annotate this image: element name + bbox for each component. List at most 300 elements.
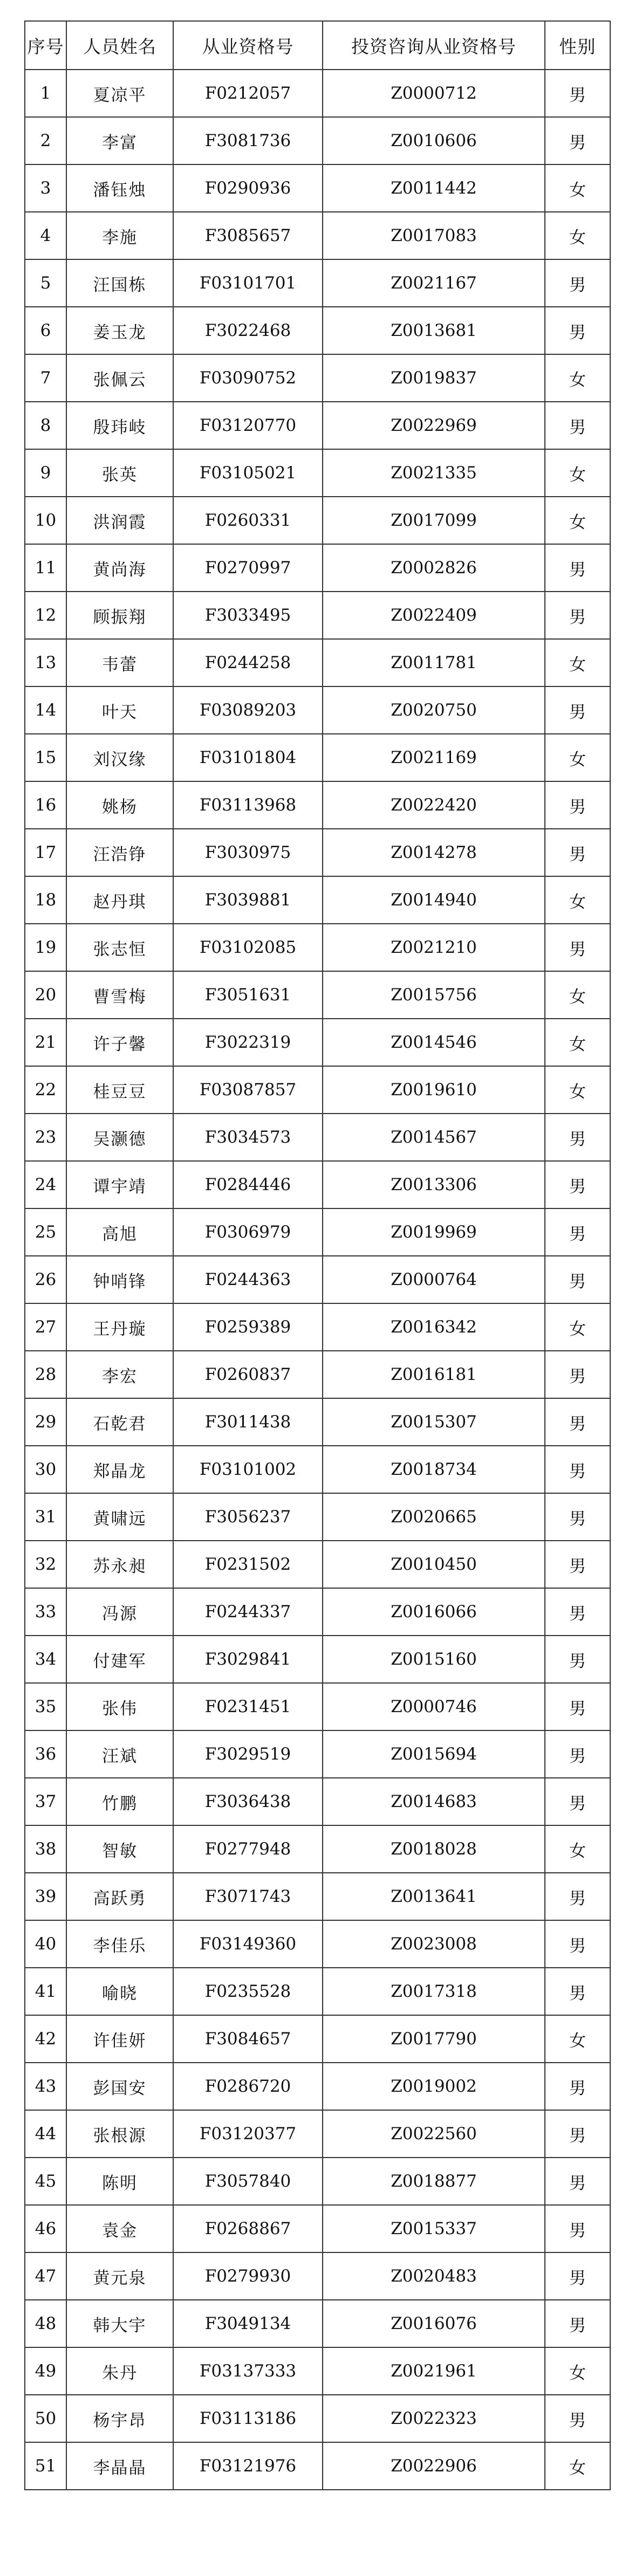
row-gender-cell: 女 [545,449,610,497]
row-name-cell: 郑晶龙 [66,1446,173,1493]
row-cert-cell: F3049134 [173,2300,323,2347]
row-seq-cell: 46 [25,2205,66,2252]
row-cert-cell: F3011438 [173,1398,323,1446]
row-cert-cell: F3085657 [173,212,323,259]
row-cert-cell: F3039881 [173,876,323,924]
row-name-cell: 竹鹏 [66,1778,173,1825]
header-seq: 序号 [25,21,66,70]
row-name-cell: 汪国栋 [66,259,173,307]
row-gender-cell: 男 [545,924,610,971]
row-advisory-cert-cell: Z0002826 [323,544,545,592]
row-gender-cell: 男 [545,2252,610,2300]
row-advisory-cert-cell: Z0019610 [323,1066,545,1114]
row-advisory-cert-cell: Z0013641 [323,1873,545,1920]
row-gender-cell: 男 [545,1920,610,1968]
row-gender-cell: 女 [545,734,610,781]
row-advisory-cert-cell: Z0013681 [323,307,545,354]
row-cert-cell: F0284446 [173,1161,323,1208]
row-cert-cell: F0260837 [173,1351,323,1398]
table-row [25,307,610,354]
row-seq-cell: 42 [25,2015,66,2063]
row-advisory-cert-cell: Z0014683 [323,1778,545,1825]
row-gender-cell: 女 [545,2347,610,2395]
row-cert-cell: F0306979 [173,1208,323,1256]
row-gender-cell: 女 [545,1825,610,1873]
row-cert-cell: F0244258 [173,639,323,686]
table-row [25,2252,610,2300]
row-advisory-cert-cell: Z0010450 [323,1541,545,1588]
row-advisory-cert-cell: Z0022323 [323,2395,545,2442]
row-name-cell: 曹雪梅 [66,971,173,1019]
row-seq-cell: 33 [25,1588,66,1636]
header-name: 人员姓名 [66,21,173,70]
row-gender-cell: 男 [545,781,610,829]
table-header-row [25,21,610,70]
table-row [25,1256,610,1303]
row-seq-cell: 39 [25,1873,66,1920]
row-cert-cell: F3022468 [173,307,323,354]
row-gender-cell: 男 [545,402,610,449]
row-cert-cell: F0290936 [173,164,323,212]
row-gender-cell: 女 [545,497,610,544]
table-row [25,734,610,781]
row-name-cell: 苏永昶 [66,1541,173,1588]
table-row [25,2063,610,2110]
row-advisory-cert-cell: Z0020750 [323,686,545,734]
row-advisory-cert-cell: Z0021961 [323,2347,545,2395]
row-seq-cell: 18 [25,876,66,924]
row-seq-cell: 15 [25,734,66,781]
row-seq-cell: 36 [25,1730,66,1778]
row-advisory-cert-cell: Z0017318 [323,1968,545,2015]
row-name-cell: 姜玉龙 [66,307,173,354]
table-row [25,164,610,212]
table-row [25,1114,610,1161]
row-gender-cell: 男 [545,2300,610,2347]
row-cert-cell: F3034573 [173,1114,323,1161]
table-row [25,592,610,639]
table-row [25,497,610,544]
row-seq-cell: 5 [25,259,66,307]
row-cert-cell: F3033495 [173,592,323,639]
row-cert-cell: F3084657 [173,2015,323,2063]
table-row [25,924,610,971]
row-seq-cell: 43 [25,2063,66,2110]
row-seq-cell: 4 [25,212,66,259]
row-gender-cell: 男 [545,1446,610,1493]
row-name-cell: 李宏 [66,1351,173,1398]
row-advisory-cert-cell: Z0019002 [323,2063,545,2110]
row-gender-cell: 女 [545,1303,610,1351]
row-name-cell: 朱丹 [66,2347,173,2395]
row-name-cell: 石乾君 [66,1398,173,1446]
row-name-cell: 杨宇昂 [66,2395,173,2442]
row-name-cell: 汪斌 [66,1730,173,1778]
row-advisory-cert-cell: Z0022560 [323,2110,545,2158]
row-name-cell: 洪润霞 [66,497,173,544]
row-seq-cell: 32 [25,1541,66,1588]
row-name-cell: 张根源 [66,2110,173,2158]
table-row [25,1825,610,1873]
row-name-cell: 黄啸远 [66,1493,173,1541]
row-gender-cell: 男 [545,259,610,307]
row-gender-cell: 男 [545,1541,610,1588]
row-seq-cell: 38 [25,1825,66,1873]
row-gender-cell: 男 [545,1493,610,1541]
row-gender-cell: 男 [545,1778,610,1825]
row-advisory-cert-cell: Z0017790 [323,2015,545,2063]
row-gender-cell: 女 [545,1066,610,1114]
row-seq-cell: 37 [25,1778,66,1825]
row-gender-cell: 男 [545,592,610,639]
table-row [25,2015,610,2063]
row-cert-cell: F0270997 [173,544,323,592]
row-cert-cell: F03120377 [173,2110,323,2158]
row-name-cell: 李佳乐 [66,1920,173,1968]
row-name-cell: 汪浩铮 [66,829,173,876]
row-gender-cell: 女 [545,639,610,686]
row-seq-cell: 20 [25,971,66,1019]
row-cert-cell: F0212057 [173,70,323,117]
row-seq-cell: 22 [25,1066,66,1114]
row-advisory-cert-cell: Z0015307 [323,1398,545,1446]
row-name-cell: 许子馨 [66,1019,173,1066]
row-name-cell: 张英 [66,449,173,497]
row-name-cell: 张佩云 [66,354,173,402]
row-gender-cell: 女 [545,354,610,402]
table-row [25,1446,610,1493]
personnel-table [24,20,611,2490]
header-gender: 性别 [545,21,610,70]
row-seq-cell: 51 [25,2442,66,2490]
row-cert-cell: F0260331 [173,497,323,544]
row-seq-cell: 1 [25,70,66,117]
row-advisory-cert-cell: Z0000712 [323,70,545,117]
row-seq-cell: 48 [25,2300,66,2347]
row-gender-cell: 男 [545,1161,610,1208]
row-cert-cell: F3056237 [173,1493,323,1541]
row-name-cell: 张伟 [66,1683,173,1730]
row-gender-cell: 男 [545,1873,610,1920]
table-row [25,70,610,117]
row-cert-cell: F3030975 [173,829,323,876]
row-name-cell: 李富 [66,117,173,164]
row-advisory-cert-cell: Z0022969 [323,402,545,449]
row-seq-cell: 41 [25,1968,66,2015]
row-advisory-cert-cell: Z0014567 [323,1114,545,1161]
row-seq-cell: 28 [25,1351,66,1398]
row-gender-cell: 男 [545,1256,610,1303]
table-row [25,212,610,259]
row-cert-cell: F03149360 [173,1920,323,1968]
row-seq-cell: 17 [25,829,66,876]
row-seq-cell: 50 [25,2395,66,2442]
row-advisory-cert-cell: Z0014940 [323,876,545,924]
row-cert-cell: F03137333 [173,2347,323,2395]
row-seq-cell: 6 [25,307,66,354]
row-advisory-cert-cell: Z0019837 [323,354,545,402]
row-advisory-cert-cell: Z0021167 [323,259,545,307]
row-name-cell: 智敏 [66,1825,173,1873]
row-seq-cell: 26 [25,1256,66,1303]
row-cert-cell: F03121976 [173,2442,323,2490]
row-advisory-cert-cell: Z0016342 [323,1303,545,1351]
row-advisory-cert-cell: Z0016066 [323,1588,545,1636]
row-cert-cell: F0268867 [173,2205,323,2252]
row-advisory-cert-cell: Z0017083 [323,212,545,259]
table-row [25,2110,610,2158]
row-advisory-cert-cell: Z0015756 [323,971,545,1019]
row-seq-cell: 7 [25,354,66,402]
row-advisory-cert-cell: Z0022906 [323,2442,545,2490]
row-advisory-cert-cell: Z0000746 [323,1683,545,1730]
table-row [25,1636,610,1683]
table-row [25,544,610,592]
row-advisory-cert-cell: Z0000764 [323,1256,545,1303]
row-gender-cell: 男 [545,2063,610,2110]
row-cert-cell: F0279930 [173,2252,323,2300]
row-name-cell: 潘钰烛 [66,164,173,212]
row-seq-cell: 23 [25,1114,66,1161]
row-name-cell: 李施 [66,212,173,259]
row-gender-cell: 男 [545,1208,610,1256]
table-row [25,1968,610,2015]
row-name-cell: 李晶晶 [66,2442,173,2490]
row-advisory-cert-cell: Z0018028 [323,1825,545,1873]
row-advisory-cert-cell: Z0011781 [323,639,545,686]
table-row [25,1161,610,1208]
row-gender-cell: 男 [545,307,610,354]
row-seq-cell: 27 [25,1303,66,1351]
row-cert-cell: F03113186 [173,2395,323,2442]
row-cert-cell: F03105021 [173,449,323,497]
row-advisory-cert-cell: Z0011442 [323,164,545,212]
row-gender-cell: 男 [545,70,610,117]
row-cert-cell: F0277948 [173,1825,323,1873]
row-name-cell: 黄元泉 [66,2252,173,2300]
table-row [25,1683,610,1730]
row-name-cell: 韦蕾 [66,639,173,686]
row-gender-cell: 男 [545,2110,610,2158]
table-row [25,2300,610,2347]
header-advisory-cert: 投资咨询从业资格号 [323,21,545,70]
row-advisory-cert-cell: Z0019969 [323,1208,545,1256]
row-seq-cell: 16 [25,781,66,829]
row-advisory-cert-cell: Z0015337 [323,2205,545,2252]
table-row [25,1066,610,1114]
row-cert-cell: F3036438 [173,1778,323,1825]
table-row [25,1588,610,1636]
row-seq-cell: 49 [25,2347,66,2395]
table-row [25,2158,610,2205]
row-name-cell: 谭宇靖 [66,1161,173,1208]
row-seq-cell: 9 [25,449,66,497]
row-gender-cell: 男 [545,1114,610,1161]
table-row [25,1398,610,1446]
row-gender-cell: 男 [545,1351,610,1398]
table-row [25,876,610,924]
row-seq-cell: 47 [25,2252,66,2300]
table-row [25,1920,610,1968]
row-gender-cell: 女 [545,1019,610,1066]
table-row [25,2442,610,2490]
row-advisory-cert-cell: Z0021210 [323,924,545,971]
row-advisory-cert-cell: Z0014278 [323,829,545,876]
table-row [25,259,610,307]
row-name-cell: 黄尚海 [66,544,173,592]
row-seq-cell: 45 [25,2158,66,2205]
row-seq-cell: 24 [25,1161,66,1208]
row-seq-cell: 25 [25,1208,66,1256]
row-seq-cell: 34 [25,1636,66,1683]
row-advisory-cert-cell: Z0023008 [323,1920,545,1968]
table-row [25,2205,610,2252]
row-gender-cell: 男 [545,829,610,876]
row-advisory-cert-cell: Z0021335 [323,449,545,497]
row-gender-cell: 男 [545,2205,610,2252]
row-cert-cell: F0286720 [173,2063,323,2110]
row-name-cell: 叶天 [66,686,173,734]
row-cert-cell: F3029841 [173,1636,323,1683]
row-name-cell: 许佳妍 [66,2015,173,2063]
row-name-cell: 夏凉平 [66,70,173,117]
row-cert-cell: F03101002 [173,1446,323,1493]
row-name-cell: 高跃勇 [66,1873,173,1920]
row-name-cell: 吴灏德 [66,1114,173,1161]
row-gender-cell: 女 [545,971,610,1019]
row-cert-cell: F3051631 [173,971,323,1019]
row-advisory-cert-cell: Z0010606 [323,117,545,164]
row-cert-cell: F3081736 [173,117,323,164]
row-gender-cell: 男 [545,2395,610,2442]
row-cert-cell: F0259389 [173,1303,323,1351]
row-cert-cell: F0244337 [173,1588,323,1636]
table-row [25,1730,610,1778]
table-row [25,1541,610,1588]
row-name-cell: 韩大宇 [66,2300,173,2347]
row-name-cell: 高旭 [66,1208,173,1256]
row-advisory-cert-cell: Z0022409 [323,592,545,639]
row-cert-cell: F03090752 [173,354,323,402]
row-cert-cell: F3071743 [173,1873,323,1920]
row-advisory-cert-cell: Z0015694 [323,1730,545,1778]
row-name-cell: 付建军 [66,1636,173,1683]
row-gender-cell: 男 [545,1683,610,1730]
row-name-cell: 顾振翔 [66,592,173,639]
row-gender-cell: 男 [545,544,610,592]
table-body [25,70,610,2490]
table-row [25,449,610,497]
row-cert-cell: F3057840 [173,2158,323,2205]
row-cert-cell: F0244363 [173,1256,323,1303]
table-row [25,1351,610,1398]
row-name-cell: 王丹璇 [66,1303,173,1351]
row-cert-cell: F3029519 [173,1730,323,1778]
table-row [25,1778,610,1825]
table-row [25,686,610,734]
row-seq-cell: 11 [25,544,66,592]
table-row [25,117,610,164]
row-seq-cell: 31 [25,1493,66,1541]
table-row [25,2347,610,2395]
row-name-cell: 桂豆豆 [66,1066,173,1114]
row-gender-cell: 男 [545,1730,610,1778]
row-cert-cell: F0235528 [173,1968,323,2015]
row-advisory-cert-cell: Z0020483 [323,2252,545,2300]
row-advisory-cert-cell: Z0015160 [323,1636,545,1683]
row-name-cell: 钟哨锋 [66,1256,173,1303]
table-row [25,2395,610,2442]
row-cert-cell: F0231502 [173,1541,323,1588]
row-gender-cell: 男 [545,2158,610,2205]
row-cert-cell: F03089203 [173,686,323,734]
row-gender-cell: 男 [545,1636,610,1683]
row-cert-cell: F03101701 [173,259,323,307]
row-advisory-cert-cell: Z0016076 [323,2300,545,2347]
row-cert-cell: F03113968 [173,781,323,829]
row-seq-cell: 14 [25,686,66,734]
row-name-cell: 陈明 [66,2158,173,2205]
row-gender-cell: 女 [545,164,610,212]
row-seq-cell: 13 [25,639,66,686]
row-name-cell: 喻晓 [66,1968,173,2015]
row-seq-cell: 40 [25,1920,66,1968]
row-advisory-cert-cell: Z0018734 [323,1446,545,1493]
row-gender-cell: 女 [545,212,610,259]
row-seq-cell: 8 [25,402,66,449]
row-cert-cell: F03087857 [173,1066,323,1114]
row-seq-cell: 19 [25,924,66,971]
row-name-cell: 刘汉缘 [66,734,173,781]
row-name-cell: 冯源 [66,1588,173,1636]
row-cert-cell: F03102085 [173,924,323,971]
table-row [25,781,610,829]
row-name-cell: 赵丹琪 [66,876,173,924]
row-name-cell: 彭国安 [66,2063,173,2110]
table-row [25,1019,610,1066]
table-row [25,1208,610,1256]
row-advisory-cert-cell: Z0013306 [323,1161,545,1208]
row-cert-cell: F0231451 [173,1683,323,1730]
row-advisory-cert-cell: Z0016181 [323,1351,545,1398]
row-seq-cell: 30 [25,1446,66,1493]
row-name-cell: 张志恒 [66,924,173,971]
row-advisory-cert-cell: Z0020665 [323,1493,545,1541]
row-gender-cell: 男 [545,1398,610,1446]
header-cert: 从业资格号 [173,21,323,70]
table-row [25,354,610,402]
row-name-cell: 袁金 [66,2205,173,2252]
row-advisory-cert-cell: Z0018877 [323,2158,545,2205]
row-name-cell: 殷玮岐 [66,402,173,449]
row-name-cell: 姚杨 [66,781,173,829]
row-seq-cell: 2 [25,117,66,164]
table-row [25,1493,610,1541]
row-seq-cell: 44 [25,2110,66,2158]
table-row [25,1873,610,1920]
row-gender-cell: 男 [545,686,610,734]
table-row [25,971,610,1019]
row-gender-cell: 男 [545,1588,610,1636]
table-row [25,639,610,686]
row-gender-cell: 女 [545,2442,610,2490]
row-advisory-cert-cell: Z0021169 [323,734,545,781]
row-cert-cell: F03120770 [173,402,323,449]
row-advisory-cert-cell: Z0017099 [323,497,545,544]
row-gender-cell: 男 [545,117,610,164]
row-gender-cell: 女 [545,2015,610,2063]
row-cert-cell: F03101804 [173,734,323,781]
